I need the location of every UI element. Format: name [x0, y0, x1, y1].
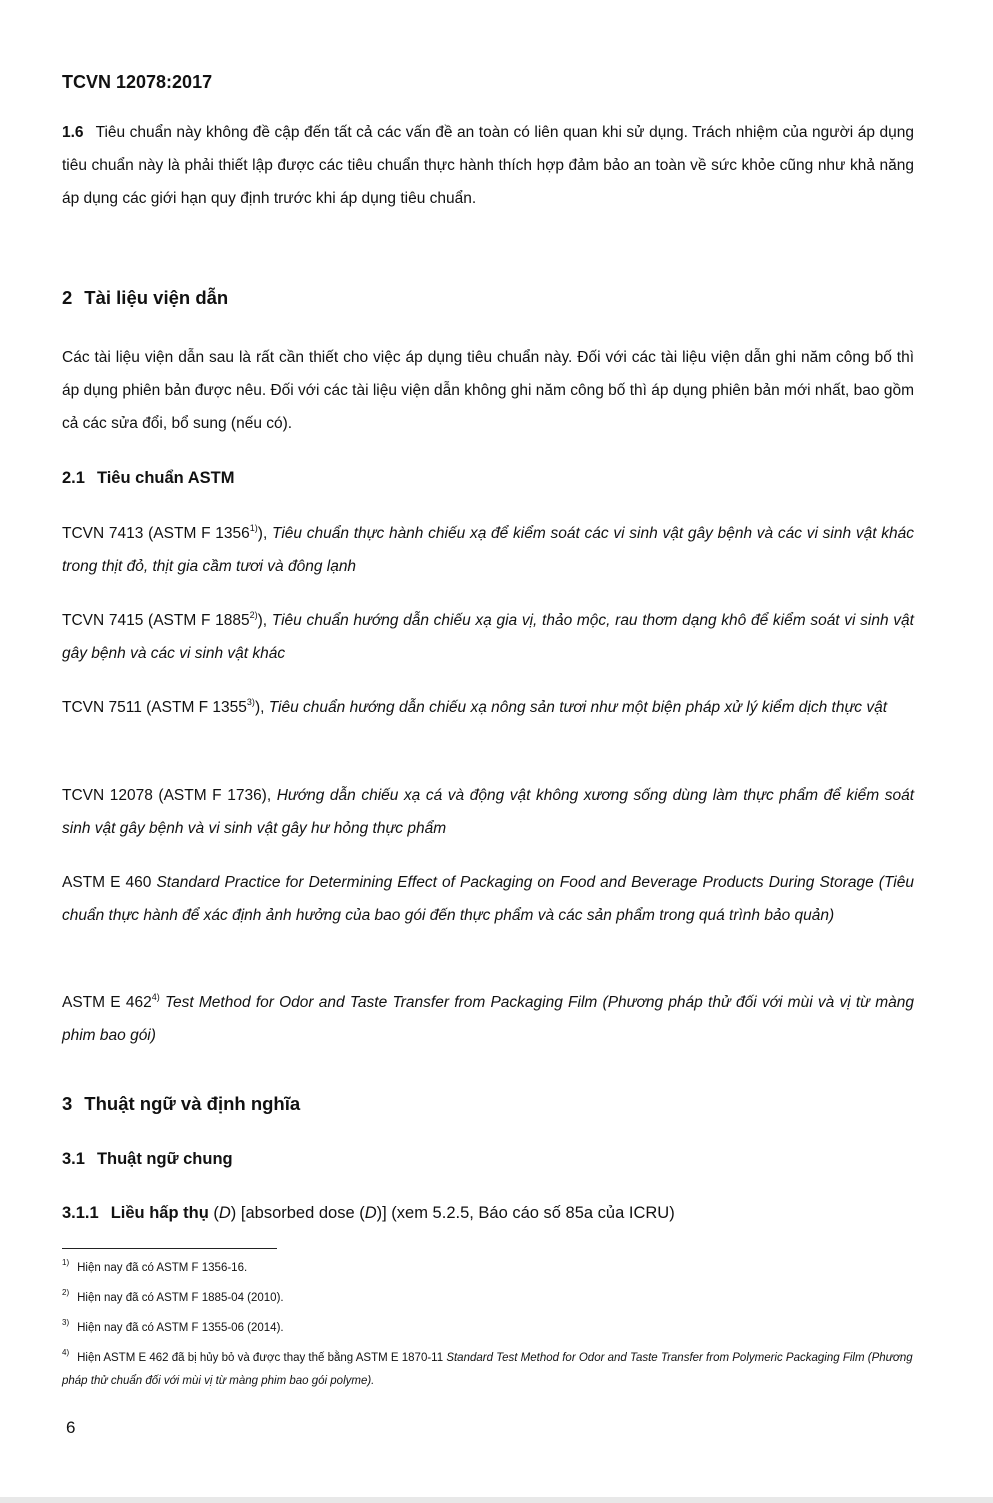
reference-title: Tiêu chuẩn thực hành chiếu xạ để kiểm soát các vi sinh vật gây bệnh và các vi sinh vật khác trong thịt đỏ, thịt gia cầm tươi và đông lạnh	[62, 525, 914, 575]
subsection-number: 2.1	[62, 469, 85, 487]
reference-code: TCVN 7511 (ASTM F 1355	[62, 699, 247, 716]
page-number: 6	[66, 1418, 76, 1437]
reference-entry	[62, 604, 914, 670]
term-number: 3.1.1	[62, 1204, 99, 1222]
section-2-intro: Các tài liệu viện dẫn sau là rất cần thiết cho việc áp dụng tiêu chuẩn này. Đối với các tài liệu viện dẫn ghi năm công bố thì áp dụng phiên bản được nêu. Đối với các tài liệu viện dẫn không ghi năm công bố thì áp dụng phiên bản mới nhất, bao gồm cả các sửa đổi, bổ sung (nếu có).	[62, 349, 914, 432]
footnote-mark: 1)	[249, 523, 258, 533]
reference-title: Hướng dẫn chiếu xạ cá và động vật không xương sống dùng làm thực phẩm để kiểm soát sinh vật gây bệnh và vi sinh vật gây hư hỏng thực phẩm	[62, 787, 914, 837]
footnote-mark: 2)	[62, 1288, 70, 1297]
term-symbol: D	[364, 1204, 377, 1222]
reference-entry	[62, 691, 914, 724]
term-name: Liều hấp thụ	[110, 1204, 209, 1222]
reference-punct: ),	[254, 699, 269, 716]
footnote-mark: 4)	[151, 992, 160, 1002]
footnote	[62, 1287, 920, 1310]
footnote	[62, 1257, 920, 1280]
section-number: 3	[62, 1093, 73, 1114]
footnote-text: Hiện nay đã có ASTM F 1356-16.	[77, 1262, 248, 1274]
reference-title: Tiêu chuẩn hướng dẫn chiếu xạ nông sản tươi như một biện pháp xử lý kiểm dịch thực vật	[268, 699, 888, 716]
term-3-1-1	[62, 1204, 914, 1223]
subsection-number: 3.1	[62, 1150, 85, 1168]
section-2-heading	[62, 287, 914, 309]
reference-title: Test Method for Odor and Taste Transfer from Packaging Film (Phương pháp thử đối với mùi và vị từ màng phim bao gói)	[62, 994, 914, 1044]
subsection-3-1-heading	[62, 1150, 914, 1169]
section-3-heading	[62, 1093, 914, 1115]
subsection-2-1-heading	[62, 469, 914, 488]
reference-entry	[62, 866, 914, 932]
term-symbol: D	[218, 1204, 231, 1222]
term-definition: (	[208, 1204, 219, 1222]
subsection-title: Thuật ngữ chung	[96, 1150, 233, 1168]
reference-code: ASTM E 462	[62, 994, 152, 1011]
reference-punct: ),	[257, 525, 272, 542]
term-definition: )] (xem 5.2.5, Báo cáo số 85a của ICRU)	[376, 1204, 675, 1222]
footnote-text: Hiện nay đã có ASTM F 1355-06 (2014).	[77, 1322, 284, 1334]
reference-punct: ),	[257, 612, 272, 629]
footnote-text: Hiện nay đã có ASTM F 1885-04 (2010).	[77, 1292, 284, 1304]
footnote-mark: 1)	[62, 1258, 70, 1267]
reference-code: ASTM E 460	[62, 874, 157, 891]
footnote-text: Hiện ASTM E 462 đã bị hủy bỏ và được thay thế bằng ASTM E 1870-11	[77, 1352, 447, 1364]
section-title: Tài liệu viện dẫn	[84, 287, 229, 308]
reference-code: TCVN 7415 (ASTM F 1885	[62, 612, 250, 629]
clause-number: 1.6	[62, 124, 84, 141]
subsection-title: Tiêu chuẩn ASTM	[96, 469, 235, 487]
reference-title: Tiêu chuẩn hướng dẫn chiếu xạ gia vị, thảo mộc, rau thơm dạng khô để kiểm soát vi sinh vật gây bệnh và các vi sinh vật khác	[62, 612, 914, 662]
footnote-separator	[62, 1248, 277, 1249]
reference-entry	[62, 779, 914, 845]
reference-entry	[62, 986, 914, 1052]
clause-text: Tiêu chuẩn này không đề cập đến tất cả các vấn đề an toàn có liên quan khi sử dụng. Trách nhiệm của người áp dụng tiêu chuẩn này là phải thiết lập được các tiêu chuẩn thực hành thích hợp đảm bảo an toàn về sức khỏe cũng như khả năng áp dụng các giới hạn quy định trước khi áp dụng tiêu chuẩn.	[62, 124, 914, 207]
footnote-mark: 4)	[62, 1348, 70, 1357]
reference-code: TCVN 12078 (ASTM F 1736),	[62, 787, 277, 804]
section-title: Thuật ngữ và định nghĩa	[84, 1093, 301, 1114]
term-definition: ) [absorbed dose (	[230, 1204, 365, 1222]
footnote-mark: 3)	[246, 697, 255, 707]
footnote-text-italic: Standard Test Method for Odor and Taste Transfer from Polymeric Packaging Film (Phương pháp thử chuẩn đối với mùi vị từ màng phim bao gói polyme).	[62, 1352, 913, 1387]
footnote-mark: 2)	[249, 610, 258, 620]
reference-title: Standard Practice for Determining Effect of Packaging on Food and Beverage Products During Storage (Tiêu chuẩn thực hành để xác định ảnh hưởng của bao gói đến thực phẩm và các sản phẩm trong quá trình bảo quản)	[62, 874, 914, 924]
clause-1-6	[62, 116, 914, 215]
section-number: 2	[62, 287, 73, 308]
reference-entry	[62, 517, 914, 583]
footnote-mark: 3)	[62, 1318, 70, 1327]
reference-code: TCVN 7413 (ASTM F 1356	[62, 525, 250, 542]
footnote	[62, 1347, 920, 1393]
document-id: TCVN 12078:2017	[62, 72, 213, 92]
footnote	[62, 1317, 920, 1340]
scan-edge	[0, 1497, 993, 1503]
